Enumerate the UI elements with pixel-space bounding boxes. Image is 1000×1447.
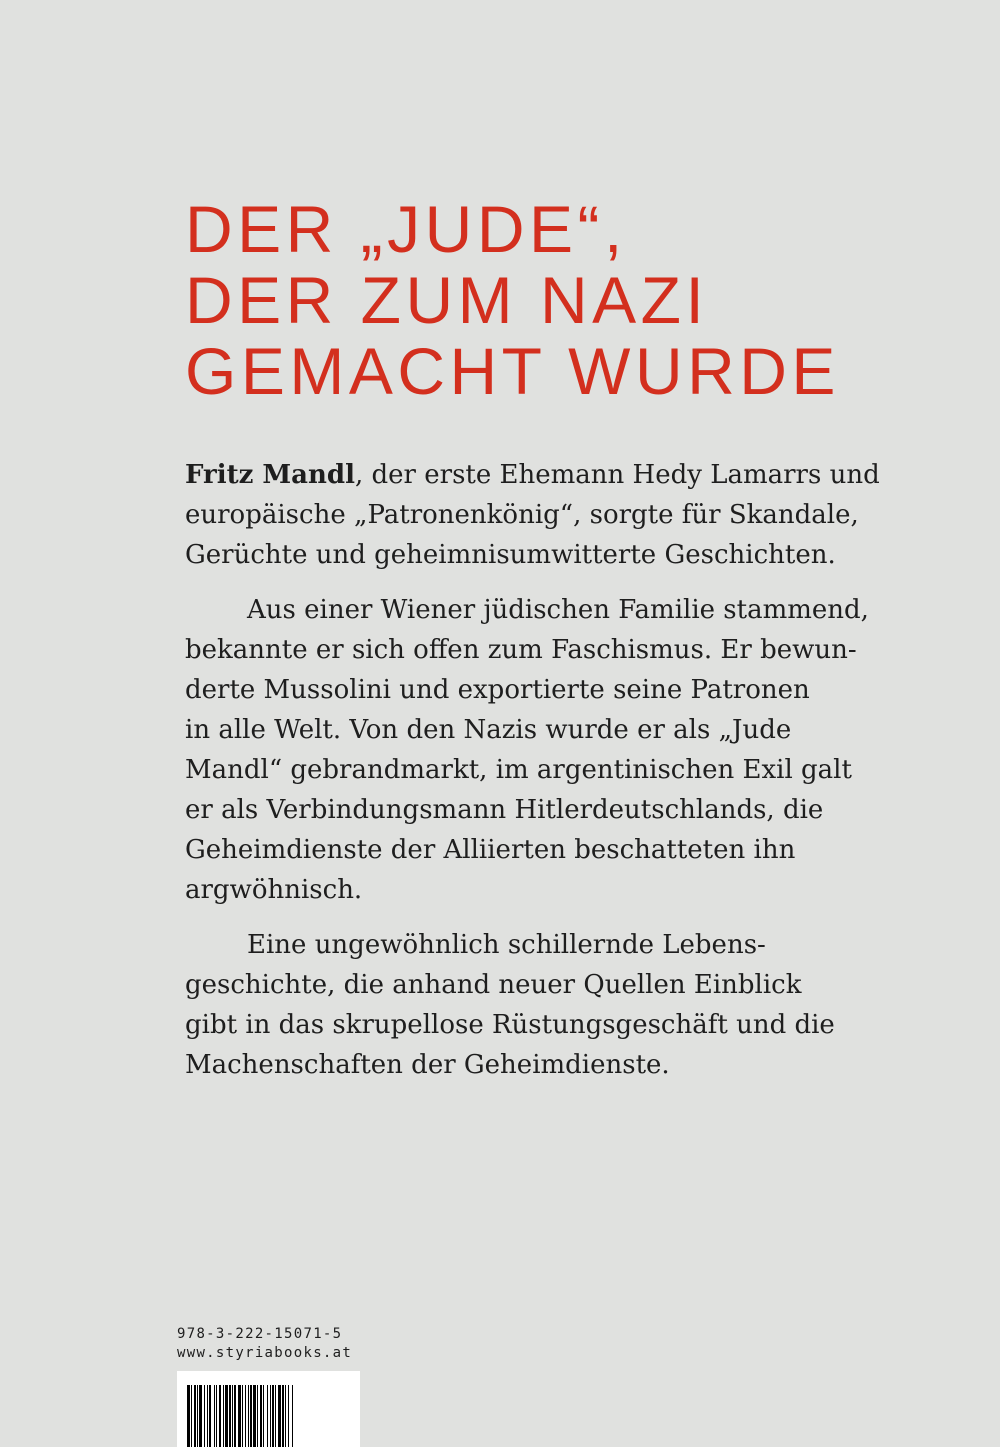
barcode: [177, 1371, 360, 1447]
headline-line: DER ZUM NAZI: [185, 263, 709, 337]
barcode-bar: [234, 1385, 236, 1447]
publisher-website: www.styriabooks.at: [177, 1345, 353, 1361]
barcode-bar: [282, 1385, 284, 1447]
paragraph-summary: [185, 925, 897, 1085]
barcode-bar: [197, 1385, 198, 1447]
paragraph-line-text: , der erste Ehemann Hedy Lamarrs und: [355, 460, 880, 490]
barcode-bar: [219, 1385, 221, 1447]
barcode-bar: [285, 1385, 286, 1447]
barcode-bar: [199, 1385, 202, 1447]
paragraph-intro: [185, 455, 897, 575]
headline: [185, 194, 840, 407]
barcode-graphic: [187, 1385, 350, 1447]
barcode-bar: [204, 1385, 205, 1447]
barcode-bar: [194, 1385, 196, 1447]
barcode-bar: [238, 1385, 241, 1447]
paragraph-line: Machenschaften der Geheimdienste.: [185, 1050, 670, 1080]
headline-line: GEMACHT WURDE: [185, 334, 840, 408]
paragraph-line: er als Verbindungsmann Hitlerdeutschlands, die: [185, 795, 824, 825]
barcode-bar: [229, 1385, 231, 1447]
barcode-bar: [272, 1385, 274, 1447]
barcode-bar: [191, 1385, 192, 1447]
paragraph-line: Mandl“ gebrandmarkt, im argentinischen Exil galt: [185, 755, 852, 785]
barcode-bar: [267, 1385, 268, 1447]
barcode-bar: [242, 1385, 243, 1447]
subject-name: Fritz Mandl: [185, 460, 355, 490]
paragraph-line: argwöhnisch.: [185, 875, 363, 905]
isbn-number: 978-3-222-15071-5: [177, 1326, 343, 1342]
barcode-bar: [263, 1385, 264, 1447]
barcode-bar: [270, 1385, 271, 1447]
paragraph-line: derte Mussolini und exportierte seine Patronen: [185, 675, 810, 705]
barcode-bar: [207, 1385, 208, 1447]
barcode-bar: [260, 1385, 262, 1447]
barcode-bar: [288, 1385, 289, 1447]
barcode-bar: [225, 1385, 228, 1447]
barcode-bar: [292, 1385, 293, 1447]
blurb: [185, 455, 897, 1085]
barcode-bar: [250, 1385, 252, 1447]
barcode-bar: [209, 1385, 211, 1447]
paragraph-line: europäische „Patronenkönig“, sorgte für Skandale,: [185, 500, 859, 530]
paragraph-line: [185, 455, 897, 495]
barcode-bar: [245, 1385, 246, 1447]
paragraph-line: Geheimdienste der Alliierten beschatteten ihn: [185, 835, 796, 865]
headline-line: DER „JUDE“,: [185, 192, 627, 266]
barcode-bar: [216, 1385, 217, 1447]
paragraph-line: bekannte er sich offen zum Faschismus. Er bewun-: [185, 635, 857, 665]
paragraph-biography: [185, 590, 897, 910]
paragraph-line: gibt in das skrupellose Rüstungsgeschäft und die: [185, 1010, 835, 1040]
barcode-bar: [214, 1385, 215, 1447]
barcode-bar: [187, 1385, 190, 1447]
paragraph-line: Aus einer Wiener jüdischen Familie stammend,: [247, 595, 869, 625]
barcode-bar: [248, 1385, 249, 1447]
barcode-bar: [257, 1385, 258, 1447]
paragraph-line: geschichte, die anhand neuer Quellen Einblick: [185, 970, 802, 1000]
barcode-bar: [232, 1385, 233, 1447]
paragraph-line: in alle Welt. Von den Nazis wurde er als „Jude: [185, 715, 792, 745]
barcode-bar: [275, 1385, 276, 1447]
paragraph-line: Eine ungewöhnlich schillernde Lebens-: [247, 930, 766, 960]
paragraph-line: Gerüchte und geheimnisumwitterte Geschichten.: [185, 540, 836, 570]
barcode-bar: [278, 1385, 281, 1447]
barcode-bar: [253, 1385, 256, 1447]
barcode-bar: [223, 1385, 224, 1447]
